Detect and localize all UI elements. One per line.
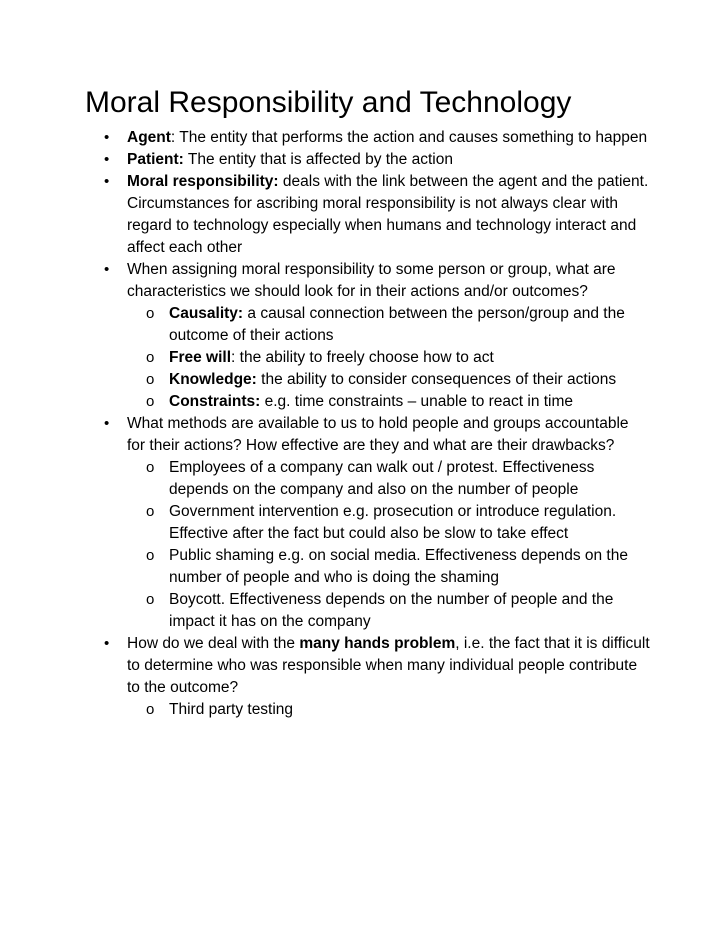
definition-patient: The entity that is affected by the action <box>183 151 453 168</box>
method-public-shaming: Public shaming e.g. on social media. Effectiveness depends on the number of people and who is doing the shaming <box>169 547 628 586</box>
solution-third-party-testing: Third party testing <box>169 701 294 718</box>
bullet-icon: • <box>104 415 110 432</box>
bullet-icon: • <box>104 261 110 278</box>
term-constraints: Constraints: <box>169 393 261 410</box>
list-item-characteristics <box>0 259 720 413</box>
method-boycott: Boycott. Effectiveness depends on the number of people and the impact it has on the company <box>169 591 614 630</box>
list-item-moral-responsibility <box>0 171 720 259</box>
question-many-hands-rest: , i.e. the fact that it is difficult to determine who was responsible when many individual people contribute to the outcome? <box>127 635 650 696</box>
page-title: Moral Responsibility and Technology <box>85 86 572 119</box>
term-free-will: Free will <box>169 349 232 366</box>
definition-free-will: : the ability to freely choose how to act <box>231 349 494 366</box>
method-walkout: Employees of a company can walk out / protest. Effectiveness depends on the company and also on the number of people <box>169 459 595 498</box>
circle-bullet-icon: o <box>146 591 155 608</box>
bullet-icon: • <box>104 173 110 190</box>
question-many-hands-prefix: How do we deal with the <box>127 635 300 652</box>
question-characteristics: When assigning moral responsibility to some person or group, what are characteristics we should look for in their actions and/or outcomes? <box>127 261 616 300</box>
sub-list-characteristics <box>0 303 650 413</box>
definition-knowledge: the ability to consider consequences of their actions <box>256 371 617 388</box>
list-item-accountability-methods <box>0 413 720 633</box>
list-item-agent <box>0 127 720 149</box>
bullet-list <box>0 127 720 721</box>
bullet-icon: • <box>104 129 110 146</box>
sub-item-causality <box>0 303 650 347</box>
method-government-intervention: Government intervention e.g. prosecution or introduce regulation. Effective after the fact but could also be slow to take effect <box>169 503 617 542</box>
document-body <box>0 127 720 721</box>
question-accountability-methods: What methods are available to us to hold people and groups accountable for their actions? How effective are they and what are their drawbacks? <box>127 415 629 454</box>
sub-item-third-party-testing <box>0 699 650 721</box>
term-agent: Agent <box>127 129 171 146</box>
sub-item-public-shaming <box>0 545 650 589</box>
definition-agent: : The entity that performs the action and causes something to happen <box>170 129 648 146</box>
circle-bullet-icon: o <box>146 305 155 322</box>
definition-causality: a causal connection between the person/group and the outcome of their actions <box>169 305 625 344</box>
sub-list-many-hands <box>0 699 650 721</box>
sub-item-government-intervention <box>0 501 650 545</box>
circle-bullet-icon: o <box>146 701 155 718</box>
term-patient: Patient: <box>127 151 184 168</box>
bullet-icon: • <box>104 635 110 652</box>
list-item-many-hands <box>0 633 720 721</box>
circle-bullet-icon: o <box>146 349 155 366</box>
term-knowledge: Knowledge: <box>169 371 257 388</box>
sub-item-knowledge <box>0 369 650 391</box>
circle-bullet-icon: o <box>146 503 155 520</box>
sub-list-accountability-methods <box>0 457 650 633</box>
sub-item-walkout <box>0 457 650 501</box>
list-item-patient <box>0 149 720 171</box>
term-causality: Causality: <box>169 305 244 322</box>
definition-constraints: e.g. time constraints – unable to react in time <box>260 393 574 410</box>
sub-item-boycott <box>0 589 650 633</box>
sub-item-free-will <box>0 347 650 369</box>
circle-bullet-icon: o <box>146 393 155 410</box>
circle-bullet-icon: o <box>146 371 155 388</box>
bullet-icon: • <box>104 151 110 168</box>
circle-bullet-icon: o <box>146 459 155 476</box>
circle-bullet-icon: o <box>146 547 155 564</box>
term-moral-responsibility: Moral responsibility: <box>127 173 279 190</box>
definition-moral-responsibility: deals with the link between the agent and the patient. Circumstances for ascribing moral responsibility is not always clear with regard to technology especially when humans and technology interact and affect each other <box>127 173 649 256</box>
sub-item-constraints <box>0 391 650 413</box>
term-many-hands-problem: many hands problem <box>299 635 456 652</box>
